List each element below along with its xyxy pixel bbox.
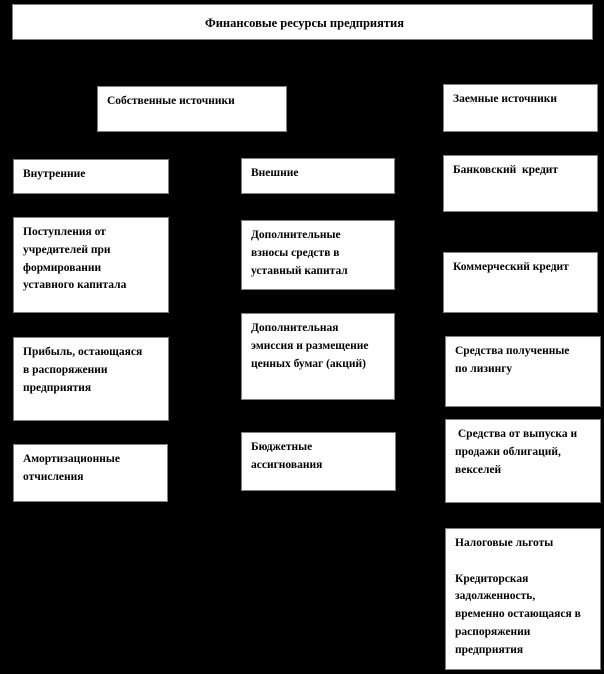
box-founders-contributions: Поступления от учредителей при формировании уставного капитала: [13, 217, 169, 313]
box-bonds-bills-proceeds: Средства от выпуска и продажи облигаций, векселей: [445, 419, 601, 503]
box-bank-credit: Банковский кредит: [443, 155, 598, 212]
box-internal-sources: Внутренние: [13, 159, 169, 194]
box-financial-resources-title: Финансовые ресурсы предприятия: [12, 4, 593, 40]
box-retained-profit: Прибыль, остающаяся в распоряжении предприятия: [13, 337, 169, 421]
box-additional-emission: Дополнительная эмиссия и размещение ценных бумаг (акций): [241, 313, 395, 400]
box-borrowed-sources: Заемные источники: [443, 84, 598, 132]
box-budget-allocations: Бюджетные ассигнования: [241, 432, 396, 491]
box-own-sources: Собственные источники: [97, 86, 287, 132]
box-commercial-credit: Коммерческий кредит: [443, 252, 598, 313]
box-external-sources: Внешние: [241, 158, 395, 194]
box-tax-benefits-payables: Налоговые льготы Кредиторская задолженность, временно остающаяся в распоряжении предприятия: [445, 528, 601, 670]
box-depreciation-deductions: Амортизационные отчисления: [13, 444, 168, 502]
box-additional-contributions: Дополнительные взносы средств в уставный капитал: [241, 220, 395, 290]
box-leasing-funds: Средства полученные по лизингу: [445, 336, 601, 407]
